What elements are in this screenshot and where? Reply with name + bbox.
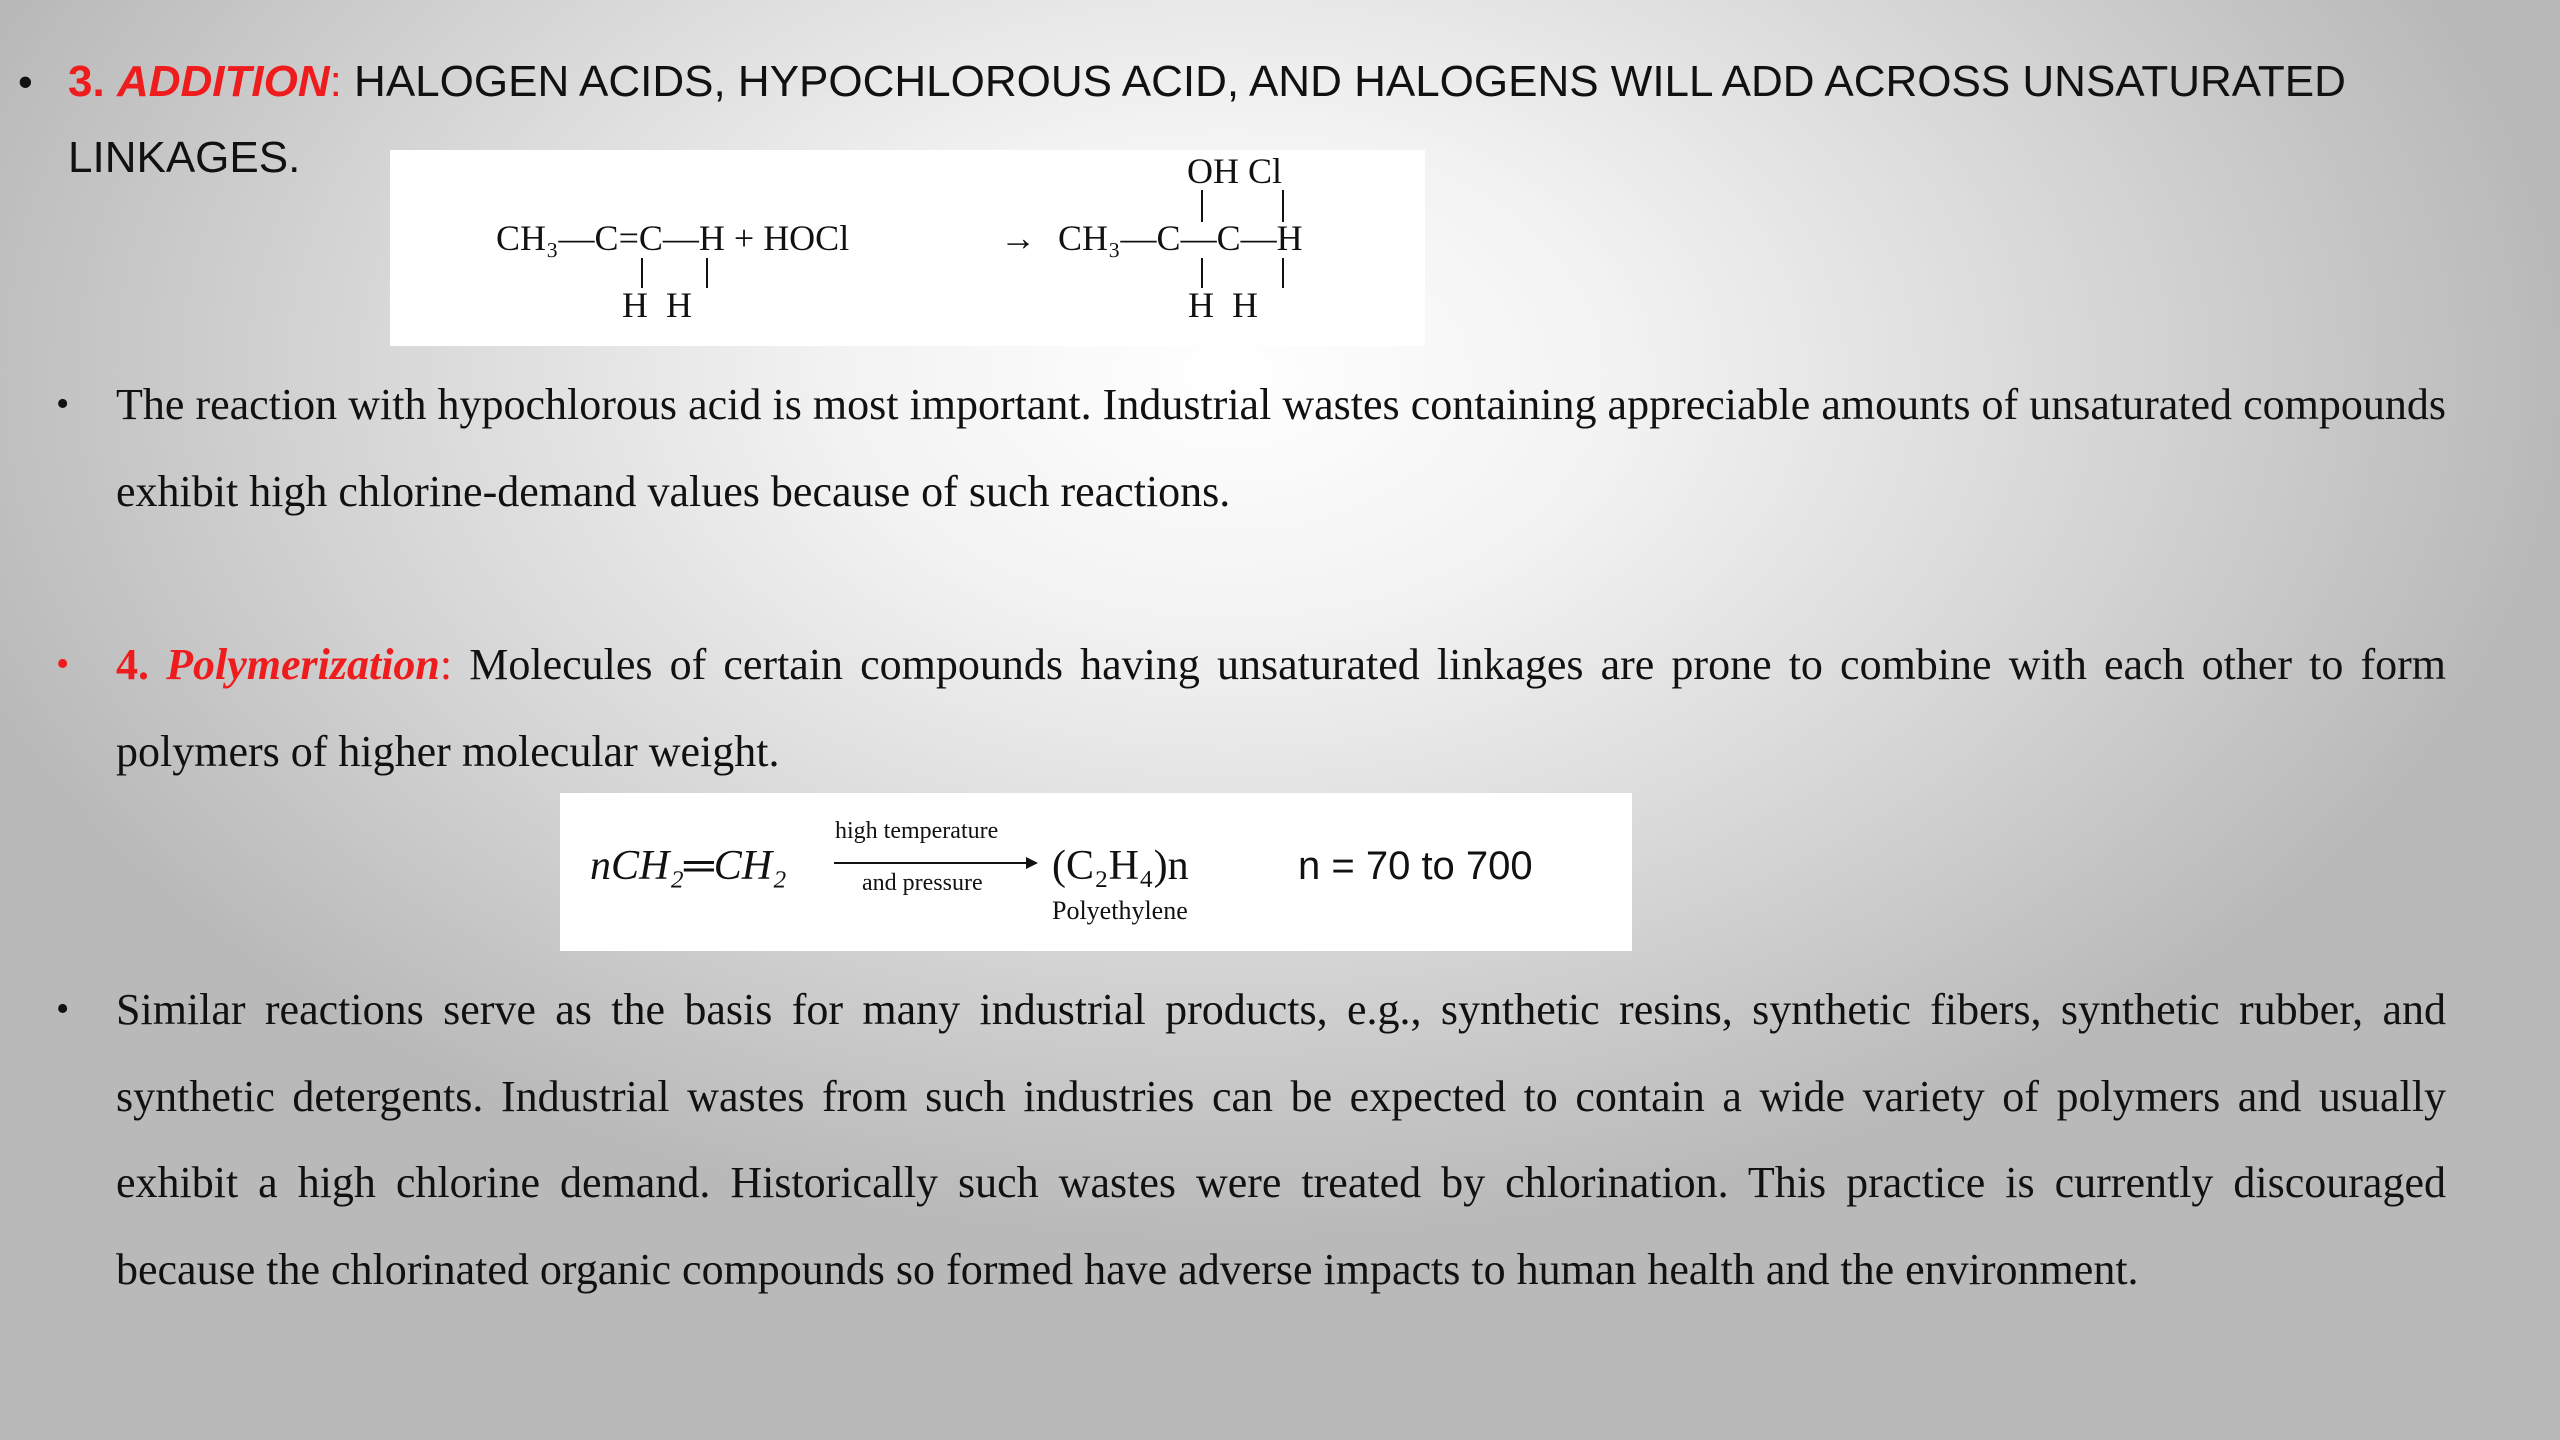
section-4-colon: : — [439, 640, 453, 689]
section-3-text: HALOGEN ACIDS, HYPOCHLOROUS ACID, AND HALOGENS WILL ADD ACROSS UNSATURATED — [341, 57, 2346, 106]
addition-equation-svg — [390, 150, 1425, 346]
bullet-marker: • — [18, 58, 33, 105]
eq1-arrow: → — [1000, 218, 1036, 258]
eq1-bottom-left: H H — [622, 285, 692, 325]
eq2-arrow-head — [1026, 857, 1038, 869]
bullet-marker: • — [56, 383, 70, 425]
eq2-product: (C₂H₄)n — [1052, 843, 1189, 889]
bullet-marker-red: • — [56, 643, 70, 685]
paragraph-hypochlorous: The reaction with hypochlorous acid is most important. Industrial wastes containing appreciable amounts of unsaturated compounds exhibit high chlorine-demand values because of such reactions. — [116, 380, 2446, 516]
section-3-heading — [68, 44, 2346, 120]
section-4-title: Polymerization — [166, 640, 440, 689]
section-4-paragraph — [116, 622, 2446, 795]
paragraph-industrial-products: Similar reactions serve as the basis for many industrial products, e.g., synthetic resins, synthetic fibers, synthetic rubber, and synthetic detergents. Industrial wastes from such industries can be expected to contain a wide variety of polymers and usually exhibit a high chlorine demand. Historically such wastes were treated by chlorination. This practice is currently discouraged because the chlorinated organic compounds so formed have adverse impacts to human health and the environment. — [116, 985, 2446, 1294]
eq2-range: n = 70 to 700 — [1298, 844, 1533, 888]
eq2-condition-bottom: and pressure — [862, 870, 983, 896]
bullet-marker: • — [56, 988, 70, 1030]
eq1-reactant: CH₃—C=C—H + HOCl — [496, 218, 850, 258]
section-3-colon: : — [329, 57, 342, 106]
eq1-bottom-right: H H — [1188, 285, 1258, 325]
polymerization-equation-svg — [560, 793, 1632, 951]
section-4-text: Molecules of certain compounds having unsaturated linkages are prone to combine with each other to form polymers of higher molecular weight. — [116, 640, 2447, 776]
polymerization-equation-figure — [560, 793, 1632, 951]
section-4-number: 4. — [116, 640, 149, 689]
section-3-text-continued: LINKAGES. — [68, 133, 301, 182]
eq1-top-groups: OH Cl — [1187, 151, 1283, 191]
eq2-reactant: nCH₂═CH₂ — [590, 843, 787, 889]
section-3-number: 3. — [68, 57, 105, 106]
section-3-title: ADDITION — [116, 57, 330, 106]
eq2-product-name: Polyethylene — [1052, 896, 1188, 925]
eq2-condition-top: high temperature — [835, 818, 999, 844]
addition-equation-figure — [390, 150, 1425, 346]
eq1-product: CH₃—C—C—H — [1058, 218, 1303, 258]
